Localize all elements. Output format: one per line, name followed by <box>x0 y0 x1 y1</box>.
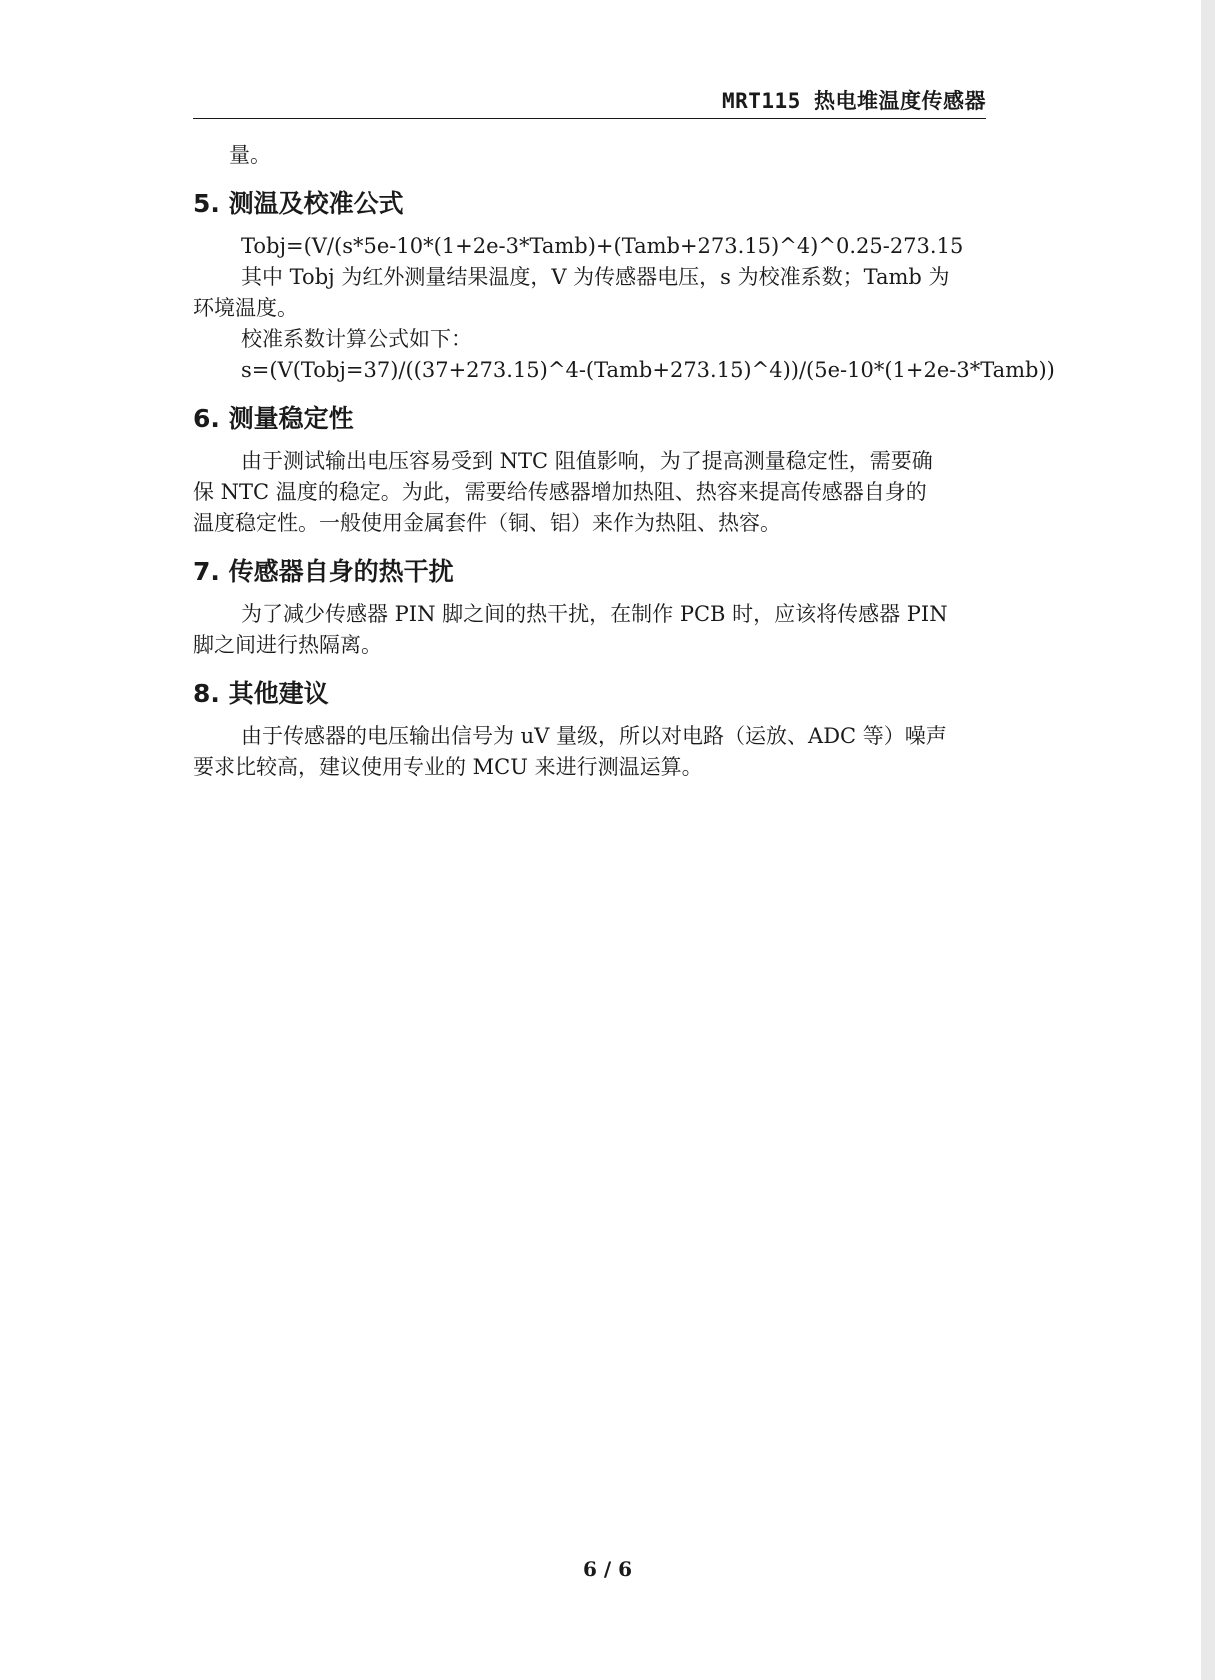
page-edge <box>1201 0 1215 1680</box>
paragraph-line: 校准系数计算公式如下： <box>241 327 472 351</box>
section-heading: 6. 测量稳定性 <box>193 404 354 433</box>
section-7 <box>193 555 1023 661</box>
paragraph-line: 由于测试输出电压容易受到 NTC 阻值影响，为了提高测量稳定性，需要确 <box>241 449 933 473</box>
paragraph-line: 为了减少传感器 PIN 脚之间的热干扰，在制作 PCB 时，应该将传感器 PIN <box>241 602 948 626</box>
header-title: MRT115 热电堆温度传感器 <box>721 89 986 113</box>
section-5 <box>193 187 1055 386</box>
paragraph-line: 保 NTC 温度的稳定。为此，需要给传感器增加热阻、热容来提高传感器自身的 <box>193 480 927 504</box>
formula-line: s=(V(Tobj=37)/((37+273.15)^4-(Tamb+273.15)^4))/(5e-10*(1+2e-3*Tamb)) <box>241 358 1055 382</box>
paragraph-line: 由于传感器的电压输出信号为 uV 量级，所以对电路（运放、ADC 等）噪声 <box>241 724 947 748</box>
page-header <box>193 84 986 119</box>
paragraph-line: 温度稳定性。一般使用金属套件（铜、铝）来作为热阻、热容。 <box>193 511 781 535</box>
section-8 <box>193 677 1023 783</box>
section-heading: 8. 其他建议 <box>193 679 329 708</box>
formula-line: Tobj=(V/(s*5e-10*(1+2e-3*Tamb)+(Tamb+273.15)^4)^0.25-273.15 <box>241 234 964 258</box>
paragraph-line: 其中 Tobj 为红外测量结果温度，V 为传感器电压，s 为校准系数；Tamb 为 <box>241 265 950 289</box>
document-body <box>193 140 1055 783</box>
section-6 <box>193 402 1023 539</box>
paragraph-line: 脚之间进行热隔离。 <box>193 633 382 657</box>
paragraph-line: 环境温度。 <box>193 296 298 320</box>
paragraph-line: 要求比较高，建议使用专业的 MCU 来进行测温运算。 <box>193 755 703 779</box>
section-heading: 7. 传感器自身的热干扰 <box>193 557 454 586</box>
carryover-line: 量。 <box>229 143 271 167</box>
page-number: 6 / 6 <box>582 1557 633 1581</box>
section-heading: 5. 测温及校准公式 <box>193 189 404 218</box>
